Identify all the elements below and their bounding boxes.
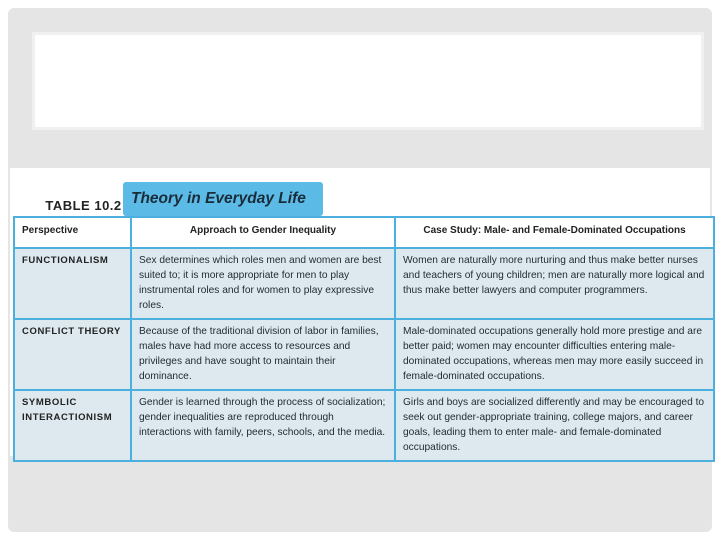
table-number-label: TABLE 10.2 xyxy=(36,194,131,216)
row-perspective: CONFLICT THEORY xyxy=(14,319,131,390)
row-approach: Because of the traditional division of labor in families, males have had more access to resources and privileges and have sought to maintain their dominance. xyxy=(131,319,395,390)
header-case-study: Case Study: Male- and Female-Dominated Occupations xyxy=(395,217,714,248)
row-perspective: SYMBOLIC INTERACTIONISM xyxy=(14,390,131,461)
table-row xyxy=(14,390,714,461)
banner-title: Theory in Everyday Life xyxy=(131,190,306,207)
table-figure xyxy=(10,168,710,456)
row-case-study: Girls and boys are socialized differently and may be encouraged to seek out gender-appropriate training, college majors, and career goals, leading them to enter male- and female-dominated occupations. xyxy=(395,390,714,461)
row-approach: Gender is learned through the process of socialization; gender inequalities are reproduced through interactions with family, peers, schools, and the media. xyxy=(131,390,395,461)
theory-banner xyxy=(123,182,323,216)
row-case-study: Male-dominated occupations generally hold more prestige and are better paid; women may encounter difficulties entering male-dominated occupations, whereas men may more easily succeed in female-dominated occupations. xyxy=(395,319,714,390)
header-approach: Approach to Gender Inequality xyxy=(131,217,395,248)
table-row xyxy=(14,248,714,319)
table-row xyxy=(14,319,714,390)
slide-title-placeholder xyxy=(32,32,704,130)
table-header-row xyxy=(14,217,714,248)
theory-table xyxy=(13,216,715,462)
header-perspective: Perspective xyxy=(14,217,131,248)
row-case-study: Women are naturally more nurturing and thus make better nurses and teachers of young children; men are naturally more logical and thus make better lawyers and computer programmers. xyxy=(395,248,714,319)
row-approach: Sex determines which roles men and women are best suited to; it is more appropriate for men to play instrumental roles and for women to play expressive roles. xyxy=(131,248,395,319)
row-perspective: FUNCTIONALISM xyxy=(14,248,131,319)
